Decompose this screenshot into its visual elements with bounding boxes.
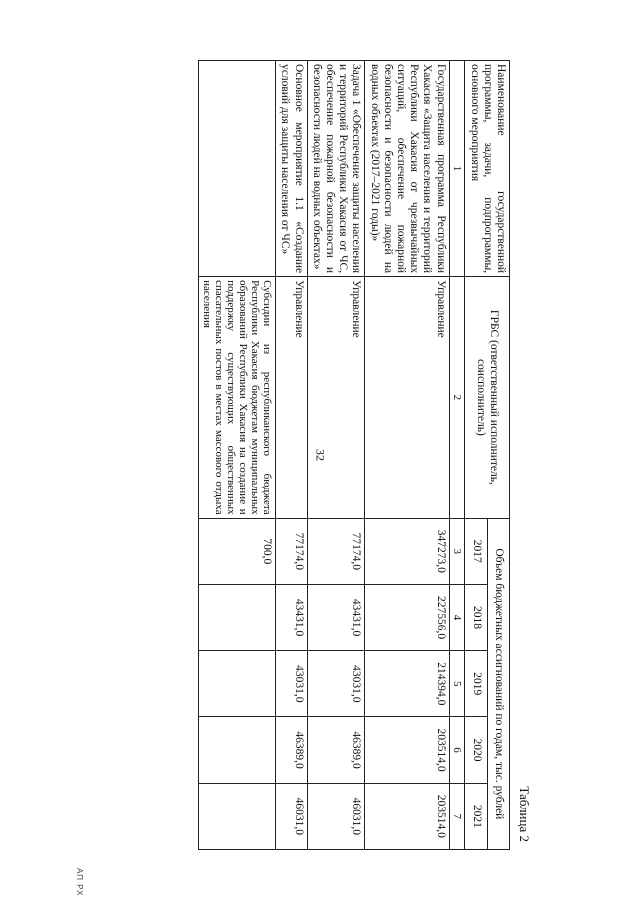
table-row <box>198 61 276 850</box>
table-row <box>307 61 365 850</box>
column-number: 2 <box>449 277 465 519</box>
grbs-cell: Управление <box>276 277 307 519</box>
value-cell <box>198 584 276 650</box>
column-number: 1 <box>449 61 465 277</box>
header-year: 2021 <box>465 783 487 849</box>
program-name-cell: Государственная программа Республики Хакасия «Защита населения и территорий Республики Хакасия от чрезвычайных ситуаций, обеспечение пожарной безопасности и безопасности людей на водных объектах (2017–2021 годы)» <box>365 61 449 277</box>
column-number: 6 <box>449 717 465 783</box>
column-number: 4 <box>449 584 465 650</box>
header-year: 2019 <box>465 651 487 717</box>
value-cell: 43031,0 <box>276 651 307 717</box>
value-cell: 203514,0 <box>365 783 449 849</box>
program-name-cell: Основное мероприятие 1.1 «Создание условий для защиты населения от ЧС» <box>276 61 307 277</box>
value-cell: 203514,0 <box>365 717 449 783</box>
value-cell <box>198 651 276 717</box>
page-number: 32 <box>313 449 328 461</box>
table-row <box>365 61 449 850</box>
value-cell: 46031,0 <box>276 783 307 849</box>
column-number: 5 <box>449 651 465 717</box>
value-cell: 46031,0 <box>307 783 365 849</box>
value-cell: 700,0 <box>198 518 276 584</box>
rotated-page-content <box>120 60 530 850</box>
value-cell: 43431,0 <box>276 584 307 650</box>
grbs-cell: Субсидии из республиканского бюджета Республики Хакасия бюджетам муниципальных образований Республики Хакасия на создание и поддержку существующих общественных спасательных постов в местах массового отдыха населения <box>198 277 276 519</box>
value-cell: 46389,0 <box>276 717 307 783</box>
program-name-cell: Задача 1 «Обеспечение защиты населения и территорий Республики Хакасия от ЧС, обеспечение пожарной безопасности и безопасности людей на водных объектах» <box>307 61 365 277</box>
value-cell: 227556,0 <box>365 584 449 650</box>
header-grbs: ГРБС (ответственный исполнитель, соисполнитель) <box>465 277 510 519</box>
header-year: 2020 <box>465 717 487 783</box>
column-number: 7 <box>449 783 465 849</box>
grbs-cell: Управление <box>307 277 365 519</box>
value-cell: 214394,0 <box>365 651 449 717</box>
value-cell: 43031,0 <box>307 651 365 717</box>
value-cell: 347273,0 <box>365 518 449 584</box>
value-cell: 77174,0 <box>276 518 307 584</box>
column-number: 3 <box>449 518 465 584</box>
table-caption: Таблица 2 <box>517 786 532 842</box>
header-year: 2018 <box>465 584 487 650</box>
value-cell: 43431,0 <box>307 584 365 650</box>
value-cell: 46389,0 <box>307 717 365 783</box>
grbs-cell: Управление <box>365 277 449 519</box>
table-row <box>276 61 307 850</box>
program-name-cell <box>198 61 276 277</box>
value-cell: 77174,0 <box>307 518 365 584</box>
value-cell <box>198 783 276 849</box>
header-year: 2017 <box>465 518 487 584</box>
header-program-name: Наименование государственной программы, задачи, подпрограммы, основного мероприятия <box>465 61 510 277</box>
side-stamp: АП РХ <box>75 868 84 897</box>
header-budget-group: Объем бюджетных ассигнований по годам, тыс. рублей <box>487 518 509 849</box>
budget-table <box>198 60 510 850</box>
value-cell <box>198 717 276 783</box>
